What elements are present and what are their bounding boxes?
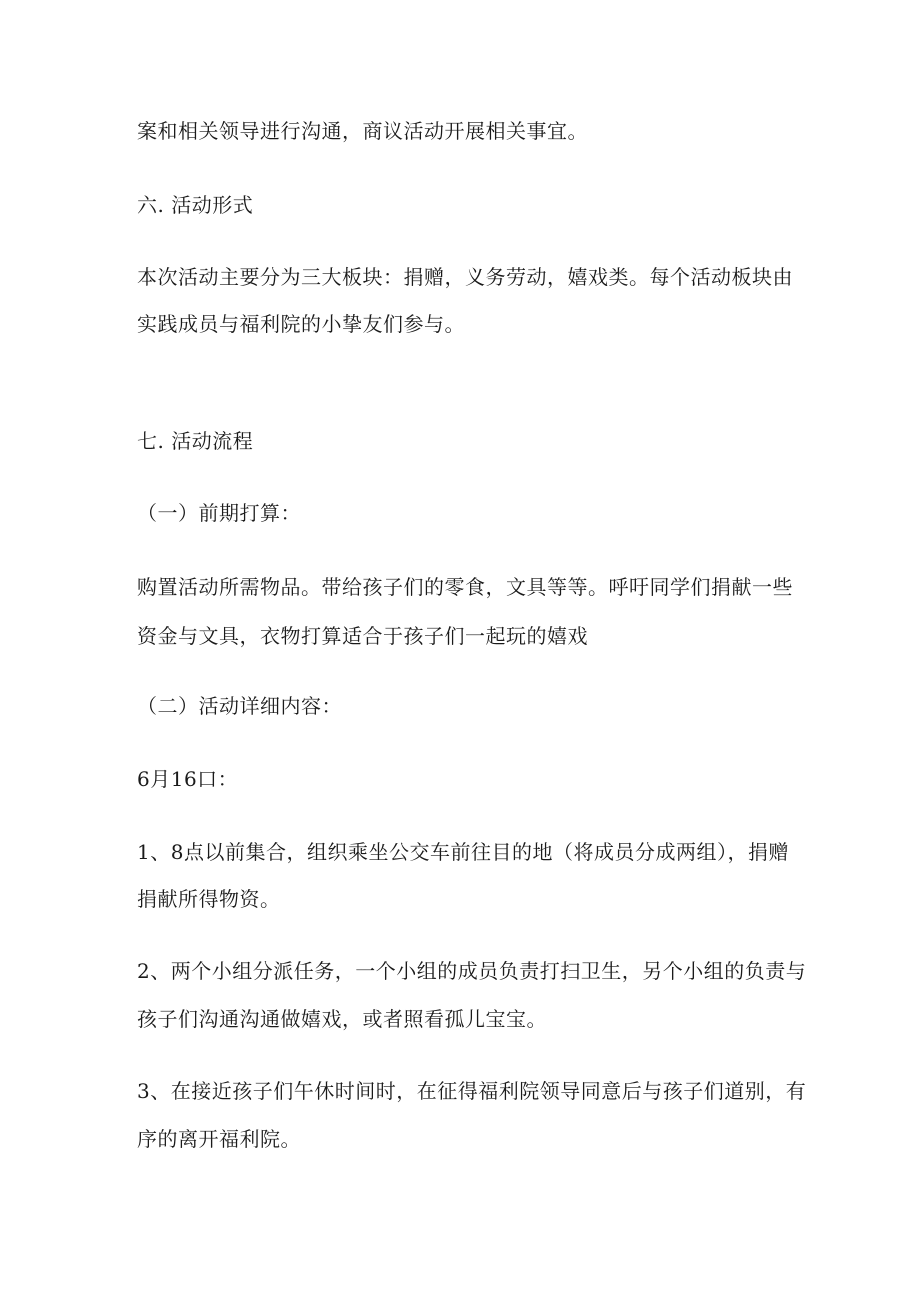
list-item-3-continued: 序的离开福利院。 [137, 1127, 301, 1151]
list-item-1: 1、8点以前集合，组织乘坐公交车前往目的地（将成员分成两组），捐赠 [137, 840, 789, 864]
paragraph-line: 资金与文具，衣物打算适合于孩子们一起玩的嬉戏 [137, 624, 588, 648]
list-item-1-continued: 捐献所得物资。 [137, 887, 281, 911]
subsection-heading-details: （二）活动详细内容： [137, 694, 342, 718]
paragraph-line: 案和相关领导进行沟通，商议活动开展相关事宜。 [137, 119, 588, 143]
date-line: 6月16口： [137, 767, 239, 791]
paragraph-line: 购置活动所需物品。带给孩子们的零食，文具等等。呼吁同学们捐献一些 [137, 575, 793, 599]
paragraph-line: 实践成员与福利院的小挚友们参与。 [137, 312, 465, 336]
section-heading-activity-form: 六. 活动形式 [137, 193, 254, 217]
list-item-2-continued: 孩子们沟通沟通做嬉戏，或者照看孤儿宝宝。 [137, 1007, 547, 1031]
subsection-heading-preparation: （一）前期打算： [137, 501, 301, 525]
list-item-3: 3、在接近孩子们午休时间时，在征得福利院领导同意后与孩子们道别，有 [137, 1079, 807, 1103]
list-item-2: 2、两个小组分派任务，一个小组的成员负责打扫卫生，另个小组的负责与 [137, 959, 807, 983]
section-heading-activity-process: 七. 活动流程 [137, 429, 254, 453]
paragraph-line: 本次活动主要分为三大板块：捐赠，义务劳动，嬉戏类。每个活动板块由 [137, 265, 793, 289]
